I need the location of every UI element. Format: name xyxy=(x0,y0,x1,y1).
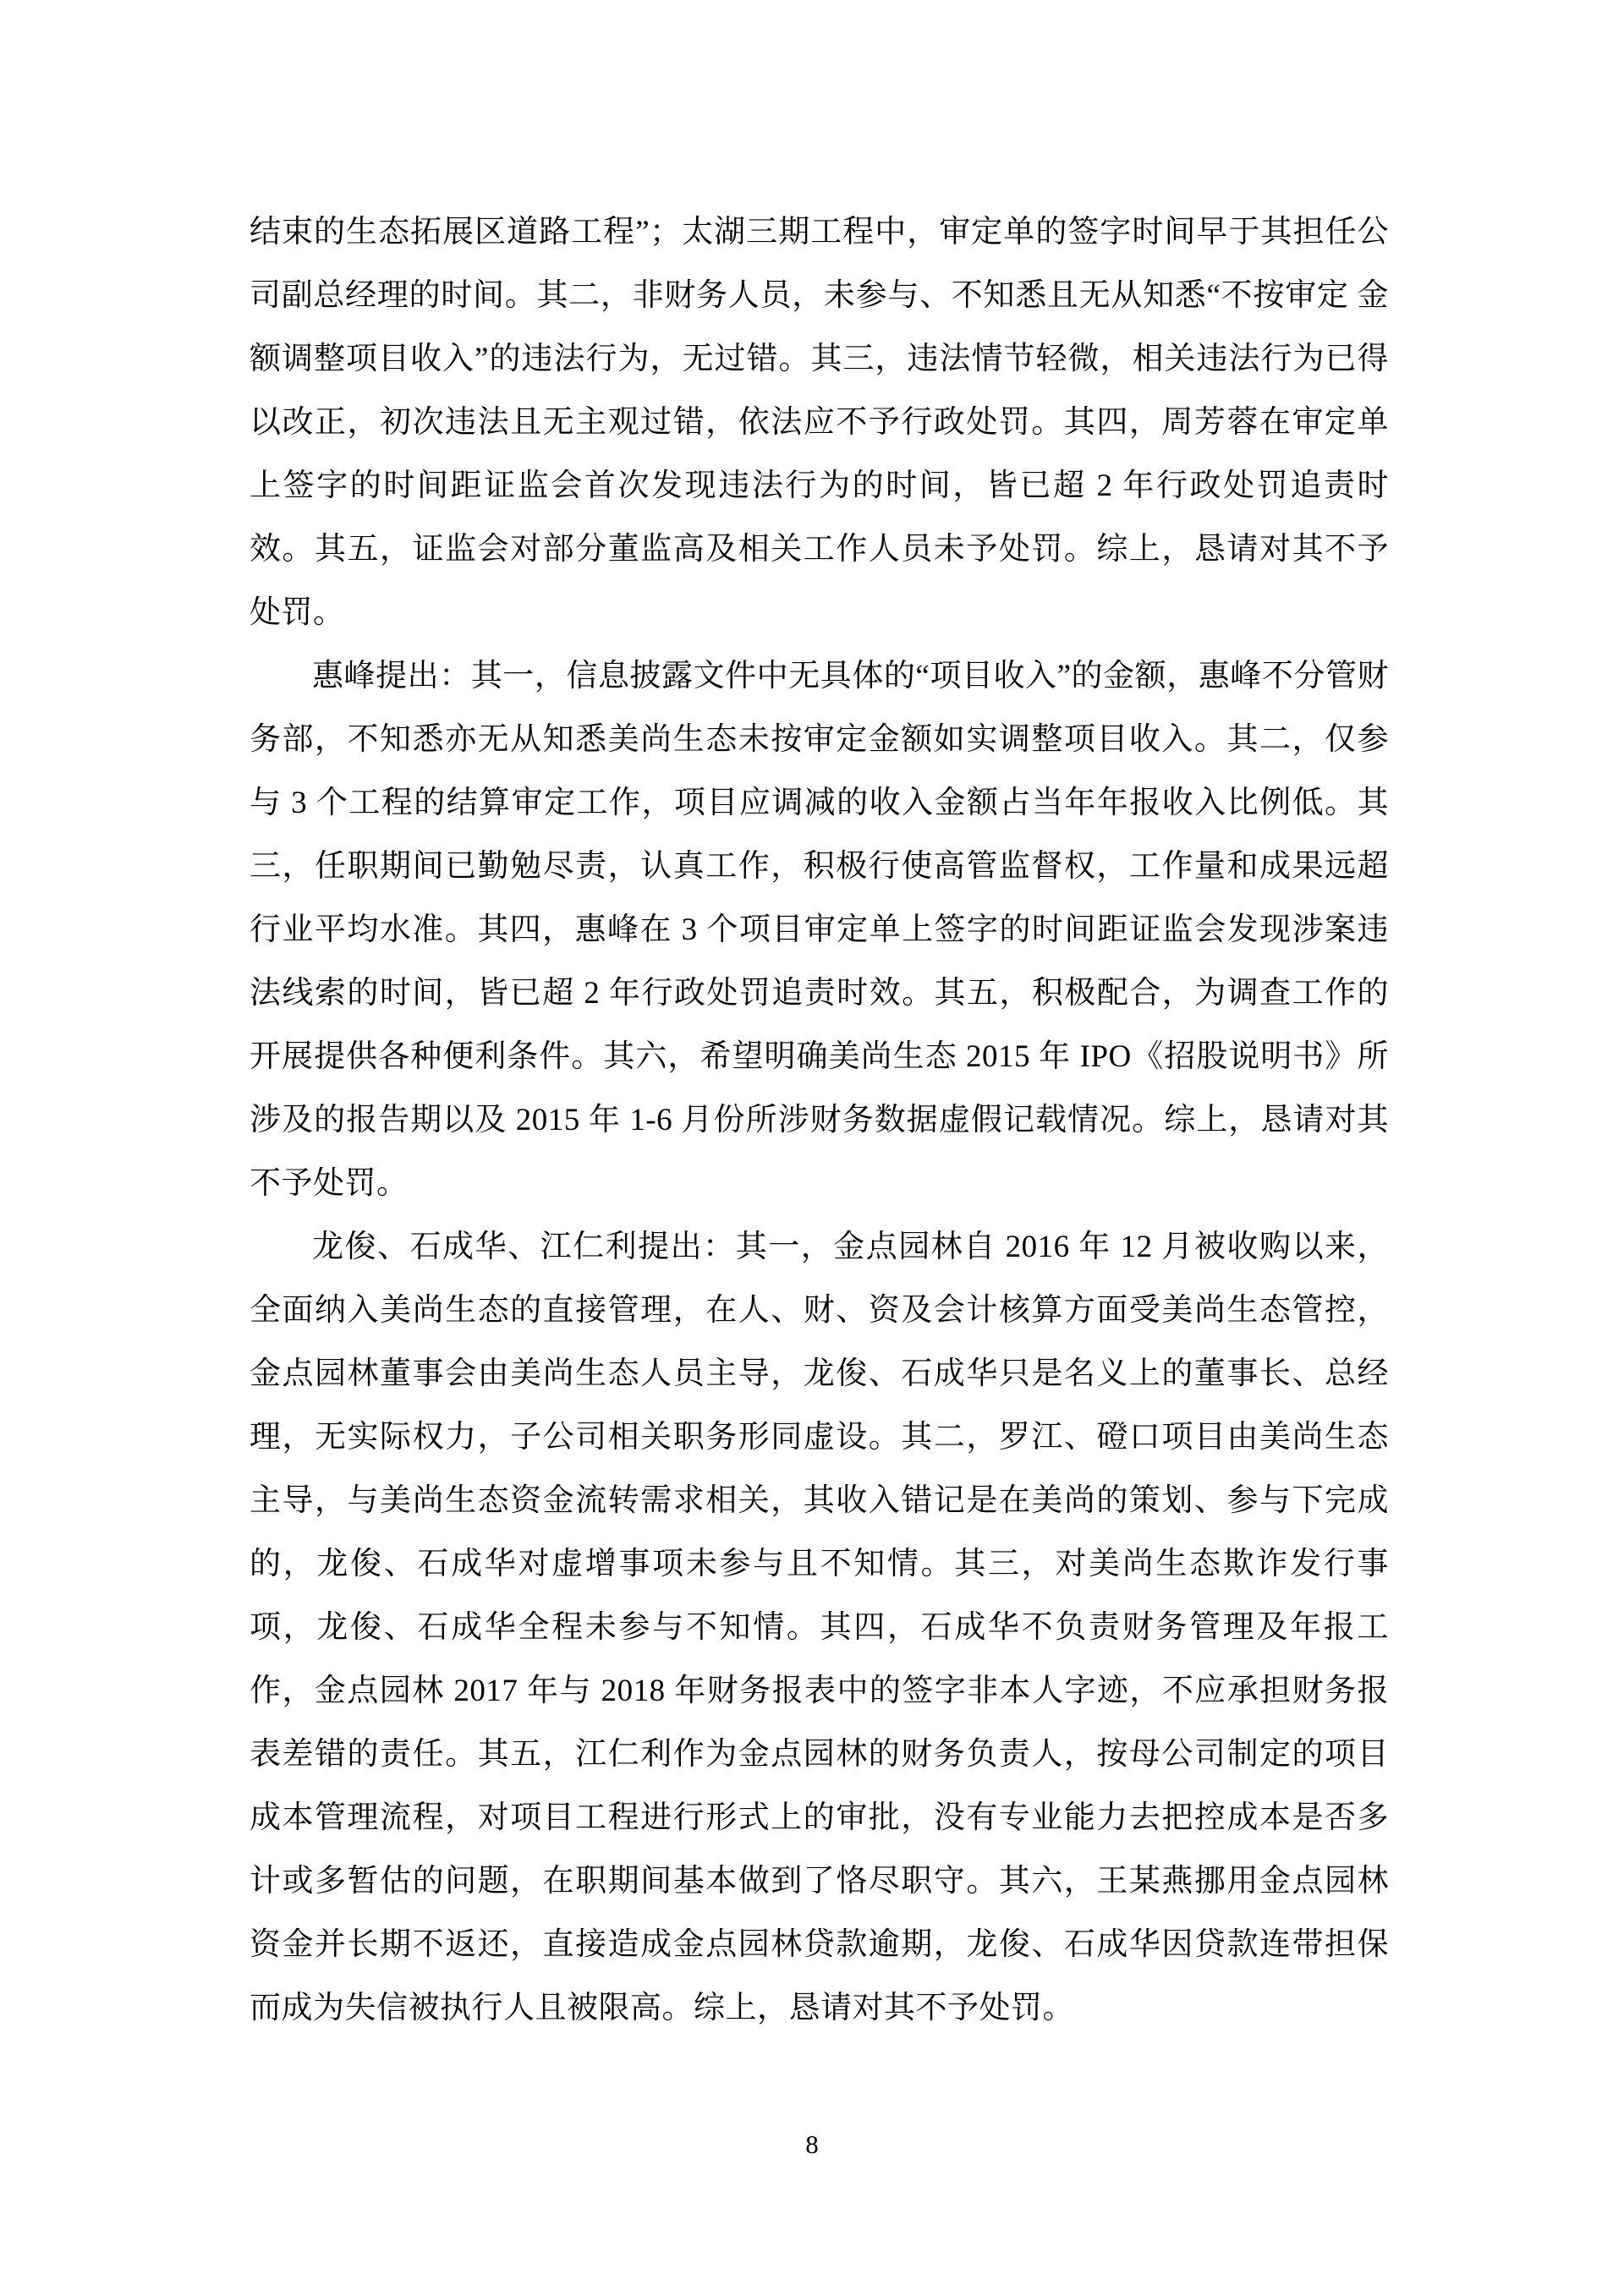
body-paragraph-huifeng: 惠峰提出：其一，信息披露文件中无具体的“项目收入”的金额，惠峰不分管财务部，不知悉亦无从知悉美尚生态未按审定金额如实调整项目收入。其二，仅参与 3 个工程的结算审定工作，项目应调减的收入金额占当年年报收入比例低。其三，任职期间已勤勉尽责，认真工作，积极行使高管监督权，工作量和成果远超行业平均水准。其四，惠峰在 3 个项目审定单上签字的时间距证监会发现涉案违法线索的时间，皆已超 2 年行政处罚追责时效。其五，积极配合，为调查工作的开展提供各种便利条件。其六，希望明确美尚生态 2015 年 IPO《招股说明书》所涉及的报告期以及 2015 年 1-6 月份所涉财务数据虚假记载情况。综上，恳请对其不予处罚。 xyxy=(250,659,1389,1201)
document-body xyxy=(250,200,1389,2040)
body-paragraph-continuation: 结束的生态拓展区道路工程”；太湖三期工程中，审定单的签字时间早于其担任公司副总经理的时间。其二，非财务人员，未参与、不知悉且无从知悉“不按审定 金额调整项目收入”的违法行为，无过错。其三，违法情节轻微，相关违法行为已得以改正，初次违法且无主观过错，依法应不予行政处罚。其四，周芳蓉在审定单上签字的时间距证监会首次发现违法行为的时间，皆已超 2 年行政处罚追责时效。其五，证监会对部分董监高及相关工作人员未予处罚。综上，恳请对其不予处罚。 xyxy=(250,215,1389,630)
body-paragraph-longjun: 龙俊、石成华、江仁利提出：其一，金点园林自 2016 年 12 月被收购以来，全面纳入美尚生态的直接管理，在人、财、资及会计核算方面受美尚生态管控，金点园林董事会由美尚生态人员主导，龙俊、石成华只是名义上的董事长、总经理，无实际权力，子公司相关职务形同虚设。其二，罗江、磴口项目由美尚生态主导，与美尚生态资金流转需求相关，其收入错记是在美尚的策划、参与下完成的，龙俊、石成华对虚增事项未参与且不知情。其三，对美尚生态欺诈发行事项，龙俊、石成华全程未参与不知情。其四，石成华不负责财务管理及年报工作，金点园林 2017 年与 2018 年财务报表中的签字非本人字迹，不应承担财务报表差错的责任。其五，江仁利作为金点园林的财务负责人，按母公司制定的项目成本管理流程，对项目工程进行形式上的审批，没有专业能力去把控成本是否多计或多暂估的问题，在职期间基本做到了恪尽职守。其六，王某燕挪用金点园林资金并长期不返还，直接造成金点园林贷款逾期，龙俊、石成华因贷款连带担保而成为失信被执行人且被限高。综上，恳请对其不予处罚。 xyxy=(250,1230,1389,2025)
page-footer xyxy=(0,2129,1624,2160)
page-number: 8 xyxy=(805,2129,819,2159)
